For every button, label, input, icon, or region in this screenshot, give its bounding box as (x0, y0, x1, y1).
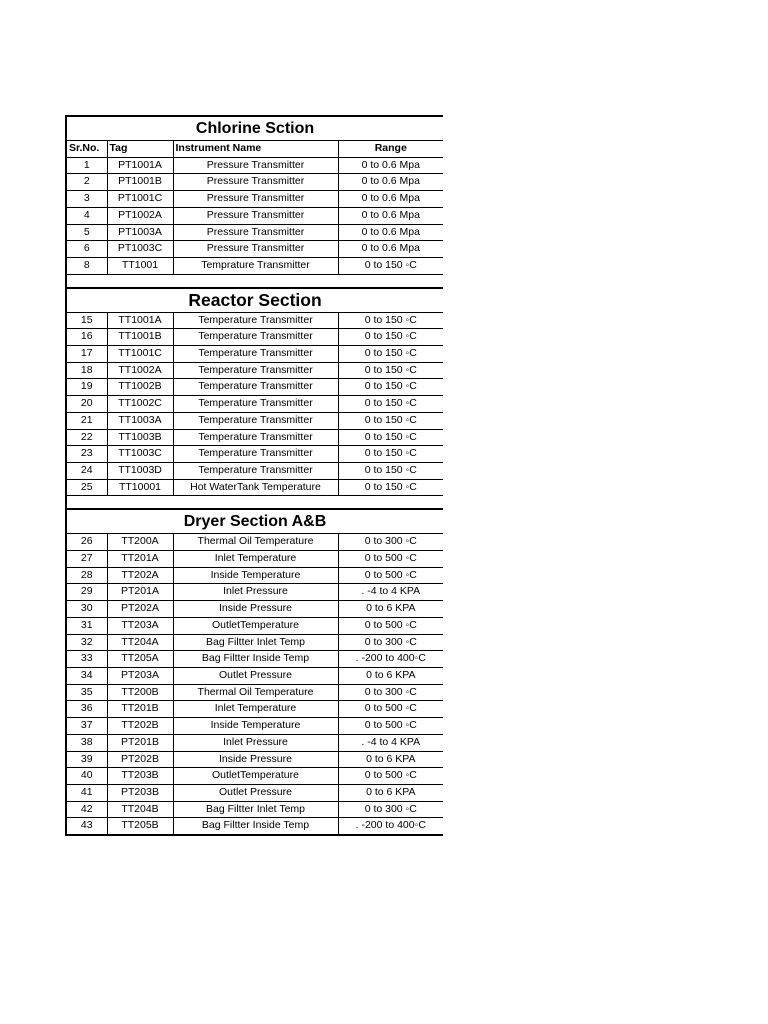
table-row (66, 551, 443, 568)
srno-cell: 17 (66, 346, 107, 363)
instrument-name-cell: Inside Pressure (173, 751, 338, 768)
range-cell: 0 to 150 ◦C (338, 362, 443, 379)
instrument-list-table (65, 115, 443, 836)
range-cell: 0 to 150 ◦C (338, 479, 443, 496)
instrument-name-cell: Pressure Transmitter (173, 174, 338, 191)
tag-cell: PT1002A (107, 207, 173, 224)
instrument-name-cell: OutletTemperature (173, 617, 338, 634)
spacer-cell (66, 496, 443, 510)
table-row (66, 768, 443, 785)
table-row (66, 784, 443, 801)
range-cell: 0 to 0.6 Mpa (338, 224, 443, 241)
tag-cell: TT1003C (107, 446, 173, 463)
table-row (66, 534, 443, 551)
range-cell: 0 to 6 KPA (338, 667, 443, 684)
range-cell: 0 to 300 ◦C (338, 634, 443, 651)
instrument-name-cell: Temperature Transmitter (173, 462, 338, 479)
table-row (66, 329, 443, 346)
tag-cell: TT200B (107, 684, 173, 701)
instrument-name-cell: Temperature Transmitter (173, 312, 338, 329)
instrument-name-cell: Temperature Transmitter (173, 379, 338, 396)
instrument-name-cell: Hot WaterTank Temperature (173, 479, 338, 496)
srno-cell: 20 (66, 396, 107, 413)
tag-cell: PT1003A (107, 224, 173, 241)
table-row (66, 207, 443, 224)
tag-cell: TT10001 (107, 479, 173, 496)
tag-cell: TT1002B (107, 379, 173, 396)
tag-cell: TT200A (107, 534, 173, 551)
table-row (66, 429, 443, 446)
instrument-name-cell: Temperature Transmitter (173, 412, 338, 429)
tag-cell: PT203A (107, 667, 173, 684)
tag-cell: TT1001C (107, 346, 173, 363)
instrument-name-cell: Pressure Transmitter (173, 224, 338, 241)
spacer-cell (66, 274, 443, 288)
tag-cell: PT202A (107, 601, 173, 618)
range-cell: 0 to 150 ◦C (338, 329, 443, 346)
table-row (66, 617, 443, 634)
table-row (66, 567, 443, 584)
instrument-name-cell: Bag Filtter Inlet Temp (173, 634, 338, 651)
range-cell: 0 to 500 ◦C (338, 718, 443, 735)
tag-cell: TT203B (107, 768, 173, 785)
section-title: Reactor Section (66, 288, 443, 313)
srno-cell: 1 (66, 157, 107, 174)
srno-cell: 41 (66, 784, 107, 801)
range-cell: 0 to 300 ◦C (338, 801, 443, 818)
instrument-name-cell: Inlet Pressure (173, 584, 338, 601)
instrument-name-cell: Pressure Transmitter (173, 157, 338, 174)
tag-cell: TT1003D (107, 462, 173, 479)
srno-cell: 38 (66, 734, 107, 751)
range-cell: 0 to 6 KPA (338, 784, 443, 801)
srno-cell: 26 (66, 534, 107, 551)
instrument-name-cell: Inlet Temperature (173, 701, 338, 718)
tag-cell: PT1001C (107, 191, 173, 208)
srno-cell: 34 (66, 667, 107, 684)
range-cell: 0 to 150 ◦C (338, 446, 443, 463)
tag-cell: TT1001A (107, 312, 173, 329)
range-cell: . -4 to 4 KPA (338, 584, 443, 601)
range-cell: 0 to 150 ◦C (338, 379, 443, 396)
tag-cell: TT1003A (107, 412, 173, 429)
section-title-row (66, 509, 443, 534)
srno-cell: 2 (66, 174, 107, 191)
tag-cell: PT1003C (107, 241, 173, 258)
srno-cell: 21 (66, 412, 107, 429)
srno-cell: 23 (66, 446, 107, 463)
instrument-list-body (66, 116, 443, 835)
srno-cell: 3 (66, 191, 107, 208)
tag-cell: TT201B (107, 701, 173, 718)
range-cell: . -200 to 400◦C (338, 818, 443, 835)
instrument-name-cell: Temprature Transmitter (173, 257, 338, 274)
table-row (66, 667, 443, 684)
instrument-name-cell: Pressure Transmitter (173, 191, 338, 208)
srno-cell: 19 (66, 379, 107, 396)
range-cell: . -200 to 400◦C (338, 651, 443, 668)
section-title-row (66, 288, 443, 313)
tag-cell: PT203B (107, 784, 173, 801)
tag-cell: TT203A (107, 617, 173, 634)
srno-cell: 4 (66, 207, 107, 224)
tag-cell: TT1001B (107, 329, 173, 346)
section-title-row (66, 116, 443, 141)
srno-cell: 15 (66, 312, 107, 329)
srno-cell: 31 (66, 617, 107, 634)
instrument-name-cell: Bag Filtter Inlet Temp (173, 801, 338, 818)
tag-cell: TT202A (107, 567, 173, 584)
tag-cell: PT1001B (107, 174, 173, 191)
tag-cell: PT202B (107, 751, 173, 768)
instrument-name-cell: Inside Pressure (173, 601, 338, 618)
tag-cell: TT1003B (107, 429, 173, 446)
header-tag: Tag (107, 141, 173, 158)
srno-cell: 18 (66, 362, 107, 379)
table-row (66, 224, 443, 241)
table-row (66, 362, 443, 379)
table-row (66, 379, 443, 396)
table-row (66, 818, 443, 835)
range-cell: 0 to 150 ◦C (338, 412, 443, 429)
tag-cell: TT205B (107, 818, 173, 835)
tag-cell: TT1002A (107, 362, 173, 379)
srno-cell: 37 (66, 718, 107, 735)
range-cell: 0 to 150 ◦C (338, 462, 443, 479)
table-row (66, 601, 443, 618)
srno-cell: 28 (66, 567, 107, 584)
tag-cell: TT1001 (107, 257, 173, 274)
srno-cell: 24 (66, 462, 107, 479)
table-row (66, 462, 443, 479)
table-row (66, 157, 443, 174)
table-row (66, 634, 443, 651)
range-cell: 0 to 6 KPA (338, 751, 443, 768)
srno-cell: 8 (66, 257, 107, 274)
srno-cell: 36 (66, 701, 107, 718)
srno-cell: 22 (66, 429, 107, 446)
table-row (66, 241, 443, 258)
tag-cell: TT1002C (107, 396, 173, 413)
srno-cell: 30 (66, 601, 107, 618)
range-cell: 0 to 0.6 Mpa (338, 207, 443, 224)
instrument-name-cell: Temperature Transmitter (173, 446, 338, 463)
instrument-name-cell: Temperature Transmitter (173, 329, 338, 346)
table-row (66, 174, 443, 191)
range-cell: 0 to 0.6 Mpa (338, 191, 443, 208)
tag-cell: TT201A (107, 551, 173, 568)
range-cell: . -4 to 4 KPA (338, 734, 443, 751)
table-row (66, 751, 443, 768)
header-range: Range (338, 141, 443, 158)
range-cell: 0 to 150 ◦C (338, 312, 443, 329)
section-title: Dryer Section A&B (66, 509, 443, 534)
srno-cell: 25 (66, 479, 107, 496)
instrument-name-cell: Inlet Pressure (173, 734, 338, 751)
tag-cell: TT204A (107, 634, 173, 651)
range-cell: 0 to 0.6 Mpa (338, 157, 443, 174)
table-row (66, 446, 443, 463)
section-spacer-row (66, 274, 443, 288)
table-row (66, 396, 443, 413)
table-row (66, 701, 443, 718)
instrument-name-cell: Bag Filtter Inside Temp (173, 818, 338, 835)
instrument-name-cell: Temperature Transmitter (173, 429, 338, 446)
instrument-name-cell: Outlet Pressure (173, 784, 338, 801)
tag-cell: TT202B (107, 718, 173, 735)
instrument-name-cell: Outlet Pressure (173, 667, 338, 684)
instrument-name-cell: Temperature Transmitter (173, 346, 338, 363)
instrument-name-cell: Temperature Transmitter (173, 362, 338, 379)
srno-cell: 32 (66, 634, 107, 651)
tag-cell: PT201A (107, 584, 173, 601)
srno-cell: 35 (66, 684, 107, 701)
table-row (66, 257, 443, 274)
range-cell: 0 to 500 ◦C (338, 617, 443, 634)
table-row (66, 312, 443, 329)
srno-cell: 5 (66, 224, 107, 241)
instrument-name-cell: Inside Temperature (173, 567, 338, 584)
header-srno: Sr.No. (66, 141, 107, 158)
table-row (66, 801, 443, 818)
tag-cell: TT205A (107, 651, 173, 668)
table-row (66, 651, 443, 668)
range-cell: 0 to 300 ◦C (338, 684, 443, 701)
table-row (66, 412, 443, 429)
section-spacer-row (66, 496, 443, 510)
srno-cell: 40 (66, 768, 107, 785)
range-cell: 0 to 500 ◦C (338, 567, 443, 584)
table-row (66, 191, 443, 208)
srno-cell: 43 (66, 818, 107, 835)
range-cell: 0 to 150 ◦C (338, 257, 443, 274)
srno-cell: 39 (66, 751, 107, 768)
instrument-name-cell: Bag Filtter Inside Temp (173, 651, 338, 668)
range-cell: 0 to 300 ◦C (338, 534, 443, 551)
range-cell: 0 to 500 ◦C (338, 768, 443, 785)
table-row (66, 684, 443, 701)
instrument-name-cell: Pressure Transmitter (173, 241, 338, 258)
range-cell: 0 to 500 ◦C (338, 551, 443, 568)
instrument-name-cell: Inside Temperature (173, 718, 338, 735)
tag-cell: TT204B (107, 801, 173, 818)
range-cell: 0 to 6 KPA (338, 601, 443, 618)
tag-cell: PT201B (107, 734, 173, 751)
table-row (66, 584, 443, 601)
instrument-name-cell: Temperature Transmitter (173, 396, 338, 413)
table-row (66, 479, 443, 496)
srno-cell: 42 (66, 801, 107, 818)
srno-cell: 27 (66, 551, 107, 568)
instrument-name-cell: Thermal Oil Temperature (173, 684, 338, 701)
table-row (66, 346, 443, 363)
tag-cell: PT1001A (107, 157, 173, 174)
column-header-row (66, 141, 443, 158)
instrument-name-cell: Pressure Transmitter (173, 207, 338, 224)
instrument-name-cell: Inlet Temperature (173, 551, 338, 568)
instrument-name-cell: OutletTemperature (173, 768, 338, 785)
table-row (66, 734, 443, 751)
range-cell: 0 to 150 ◦C (338, 396, 443, 413)
range-cell: 0 to 500 ◦C (338, 701, 443, 718)
srno-cell: 6 (66, 241, 107, 258)
instrument-name-cell: Thermal Oil Temperature (173, 534, 338, 551)
range-cell: 0 to 0.6 Mpa (338, 174, 443, 191)
section-title: Chlorine Sction (66, 116, 443, 141)
srno-cell: 29 (66, 584, 107, 601)
srno-cell: 33 (66, 651, 107, 668)
header-instrument-name: Instrument Name (173, 141, 338, 158)
range-cell: 0 to 0.6 Mpa (338, 241, 443, 258)
table-row (66, 718, 443, 735)
range-cell: 0 to 150 ◦C (338, 429, 443, 446)
range-cell: 0 to 150 ◦C (338, 346, 443, 363)
srno-cell: 16 (66, 329, 107, 346)
